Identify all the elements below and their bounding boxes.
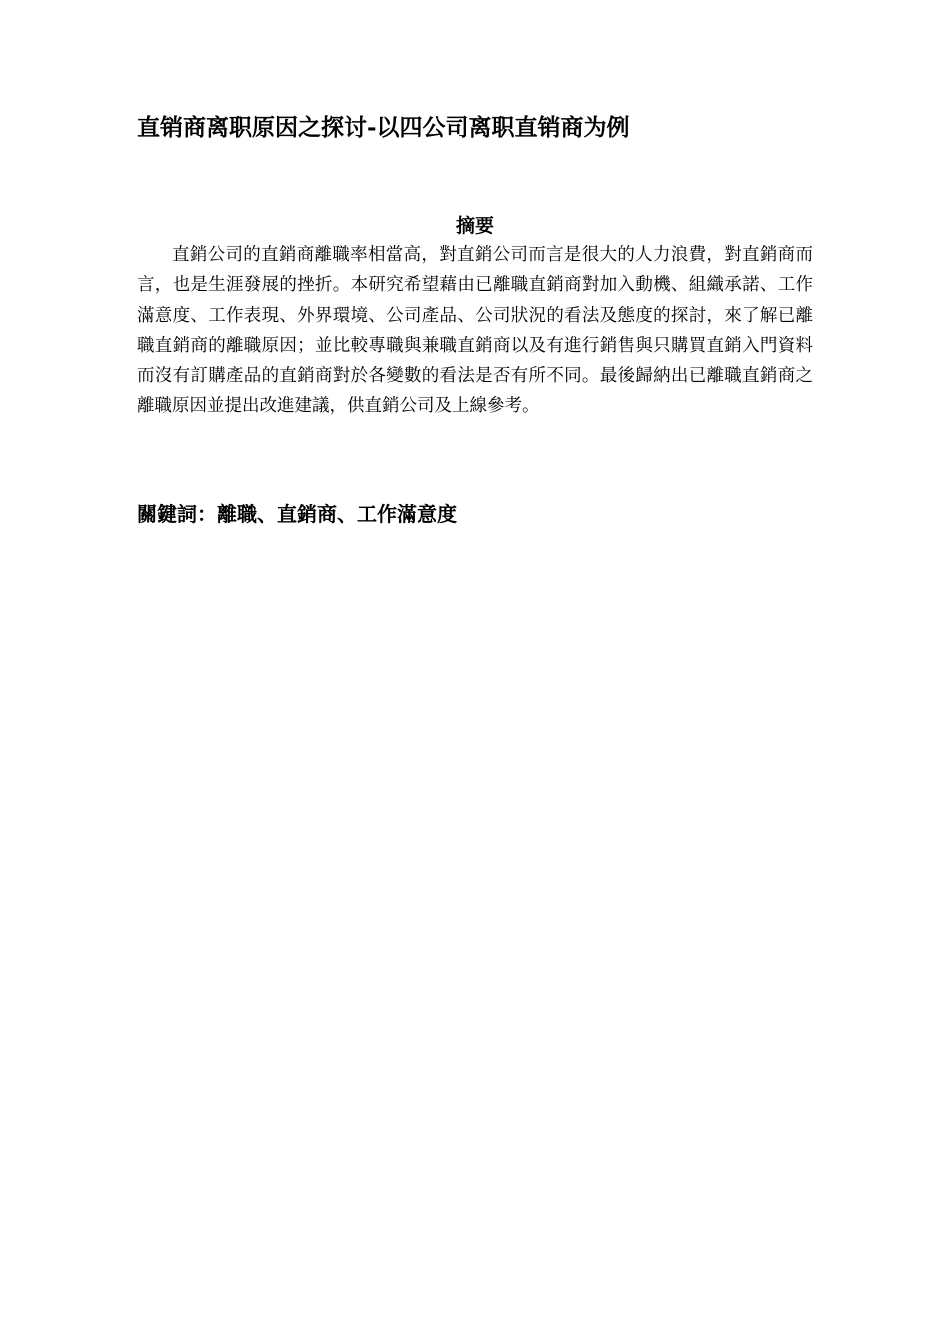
keywords-line: 關鍵詞：離職、直銷商、工作滿意度 — [137, 502, 457, 526]
abstract-paragraph: 直銷公司的直銷商離職率相當高，對直銷公司而言是很大的人力浪費，對直銷商而言，也是生涯發展的挫折。本研究希望藉由已離職直銷商對加入動機、組織承諾、工作滿意度、工作表現、外界環境、公司產品、公司狀況的看法及態度的探討，來了解已離職直銷商的離職原因；並比較專職與兼職直銷商以及有進行銷售與只購買直銷入門資料而沒有訂購產品的直銷商對於各變數的看法是否有所不同。最後歸納出已離職直銷商之離職原因並提出改進建議，供直銷公司及上線參考。 — [137, 245, 813, 417]
document-title: 直销商离职原因之探讨-以四公司离职直销商为例 — [137, 114, 630, 141]
abstract-heading: 摘要 — [455, 215, 494, 237]
